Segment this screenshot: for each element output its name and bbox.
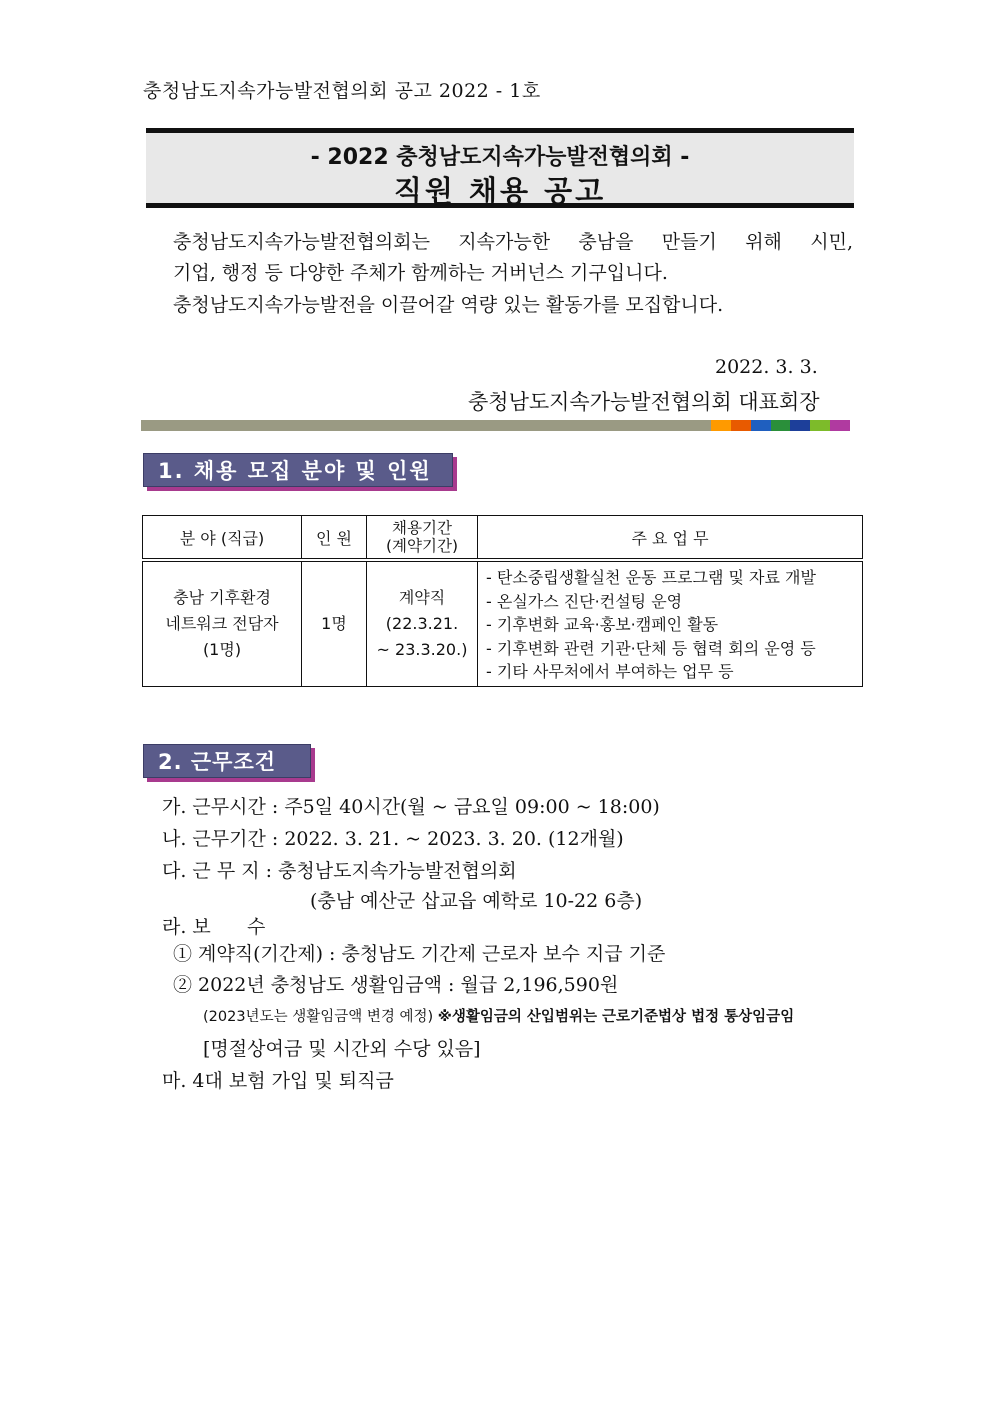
separator-bar [141, 420, 711, 431]
intro-word: 시민, [810, 231, 853, 253]
notice-number: 충청남도지속가능발전협의회 공고 2022 - 1호 [143, 80, 541, 102]
section-2-heading: 2. 근무조건 [143, 744, 311, 778]
duty-item: - 탄소중립생활실천 운동 프로그램 및 자료 개발 [486, 568, 816, 587]
notice-date: 2022. 3. 3. [715, 356, 818, 378]
intro-word: 만들기 [661, 231, 717, 253]
intro-line-1 [173, 227, 853, 258]
pay-note-bold: ※생활임금의 산입범위는 근로기준법상 법정 통상임금임 [437, 1009, 795, 1025]
duty-item: - 기후변화 관련 기관·단체 등 협력 회의 운영 등 [486, 638, 816, 658]
intro-word: 지속가능한 [458, 231, 551, 253]
header-field: 분 야 (직급) [143, 516, 302, 561]
cell-period [367, 560, 478, 686]
signer: 충청남도지속가능발전협의회 대표회장 [468, 390, 820, 414]
pay-item-2: ② 2022년 충청남도 생활임금액 : 월급 2,196,590원 [173, 974, 619, 996]
intro-word: 위해 [745, 231, 782, 253]
period-line2: (22.3.21. [385, 613, 459, 633]
field-line1: 충남 기후환경 [173, 587, 271, 607]
header-period-line2: (계약기간) [386, 537, 458, 555]
page-title: 직원 채용 공고 [393, 174, 607, 208]
cell-field [143, 560, 302, 686]
period-line3: ~ 23.3.20.) [376, 639, 468, 659]
color-chip [751, 420, 771, 431]
color-chip [771, 420, 791, 431]
cell-duties [478, 560, 863, 686]
intro-line-3: 충청남도지속가능발전을 이끌어갈 역량 있는 활동가를 모집합니다. [173, 294, 724, 316]
duty-item: - 기후변화 교육·홍보·캠페인 활동 [486, 615, 719, 634]
condition-insurance: 마. 4대 보험 가입 및 퇴직금 [162, 1070, 394, 1092]
intro-line-2: 기업, 행정 등 다양한 주체가 함께하는 거버넌스 기구입니다. [173, 262, 668, 284]
section-1-heading: 1. 채용 모집 분야 및 인원 [143, 453, 453, 487]
color-chip [731, 420, 751, 431]
color-chip [711, 420, 731, 431]
color-chip [790, 420, 810, 431]
intro-word: 충남을 [578, 231, 634, 253]
duty-item: - 기타 사무처에서 부여하는 업무 등 [486, 662, 734, 681]
title-subline: - 2022 충청남도지속가능발전협의회 - [310, 145, 690, 170]
pay-note [203, 1005, 794, 1026]
table-header-row [143, 516, 863, 561]
pay-extra: [명절상여금 및 시간외 수당 있음] [203, 1038, 481, 1060]
color-chip [810, 420, 830, 431]
header-period-line1: 채용기간 [392, 519, 452, 537]
intro-word: 충청남도지속가능발전협의회는 [173, 231, 430, 253]
title-box [146, 128, 854, 208]
header-period [367, 516, 478, 561]
header-duties: 주 요 업 무 [478, 516, 863, 561]
cell-count: 1명 [302, 560, 367, 686]
header-count: 인 원 [302, 516, 367, 561]
condition-address: (충남 예산군 삽교읍 예학로 10-22 6층) [310, 890, 643, 912]
field-line2: 네트워크 전담자 [165, 613, 279, 633]
pay-item-1: ① 계약직(기간제) : 충청남도 기간제 근로자 보수 지급 기준 [173, 943, 666, 965]
condition-location: 다. 근 무 지 : 충청남도지속가능발전협의회 [162, 860, 517, 882]
separator-color-strip [711, 420, 850, 431]
condition-hours: 가. 근무시간 : 주5일 40시간(월 ~ 금요일 09:00 ~ 18:00) [162, 796, 660, 818]
condition-pay: 라. 보 수 [162, 916, 266, 938]
color-chip [830, 420, 850, 431]
recruitment-table [142, 515, 863, 687]
table-row [143, 560, 863, 686]
pay-note-text: (2023년도는 생활임금액 변경 예정) [203, 1009, 434, 1025]
field-line3: (1명) [202, 639, 242, 659]
condition-period: 나. 근무기간 : 2022. 3. 21. ~ 2023. 3. 20. (12개월) [162, 828, 624, 850]
period-line1: 계약직 [398, 587, 446, 607]
duty-item: - 온실가스 진단·컨설팅 운영 [486, 591, 683, 611]
